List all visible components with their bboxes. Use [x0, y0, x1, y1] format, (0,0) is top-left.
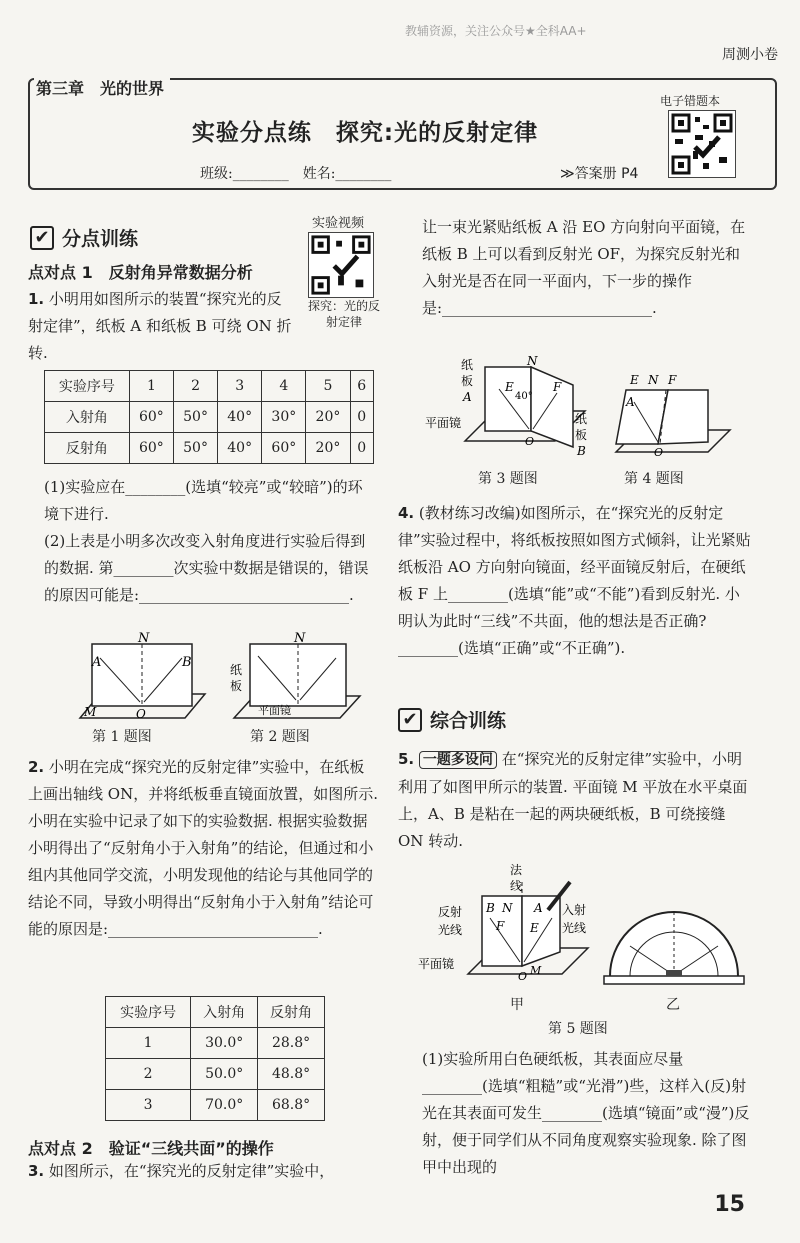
- figure-1-diagram: [70, 630, 210, 725]
- figure-4-caption: 第 4 题图: [624, 471, 684, 487]
- svg-text:O: O: [525, 435, 535, 448]
- table-2-cell: 2: [106, 1059, 191, 1090]
- svg-text:N: N: [527, 355, 538, 368]
- figure-5-yi-protractor: [600, 890, 750, 990]
- question-5: 5. 一题多设问 在“探究光的反射定律”实验中，小明利用了如图甲所示的装置. 平面镜 M 平放在水平桌面上，A、B 是粘在一起的两块硬纸板，B 可绕接缝 ON 转动.: [398, 750, 748, 850]
- table-1-cell: 1: [129, 371, 173, 402]
- question-4: 4. (教材练习改编)如图所示，在“探究光的反射定律”实验过程中，将纸板按照如图方式倾斜，让光紧贴纸板沿 AO 方向射向镜面，经平面镜反射后，在硬纸板 F 上________(选填“能”或“不能”)看到反射光. 小明认为此时“三线”不共面，他的想法是否正确?________(选填“正确”或“不正确”).: [398, 504, 751, 657]
- svg-text:N: N: [294, 631, 306, 646]
- svg-text:40°: 40°: [515, 391, 533, 402]
- table-1-cell: 3: [218, 371, 262, 402]
- svg-text:O: O: [518, 970, 528, 983]
- point-2-heading: 点对点 2 验证“三线共面”的操作: [28, 1139, 274, 1158]
- svg-text:板: 板: [575, 428, 588, 442]
- section-point-training: ✔ 分点训练: [30, 224, 138, 251]
- table-1-cell: 50°: [173, 433, 217, 464]
- data-table-1: [44, 370, 374, 464]
- svg-text:反射: 反射: [438, 905, 463, 919]
- svg-text:N: N: [502, 901, 513, 915]
- table-1-cell: 40°: [218, 402, 262, 433]
- table-1-cell: 5: [306, 371, 350, 402]
- table-2-cell: 实验序号: [106, 997, 191, 1028]
- table-2-row: [106, 1059, 325, 1090]
- table-1-cell: 0: [350, 433, 373, 464]
- point-1-heading: 点对点 1 反射角异常数据分析: [28, 263, 253, 282]
- table-2-cell: 68.8°: [258, 1090, 325, 1121]
- series-label: 周测小卷: [722, 47, 778, 63]
- table-2-cell: 50.0°: [191, 1059, 258, 1090]
- svg-text:平面镜: 平面镜: [425, 416, 462, 430]
- svg-text:A: A: [534, 901, 543, 915]
- table-2-cell: 反射角: [258, 997, 325, 1028]
- video-label: 实验视频: [312, 216, 365, 231]
- table-1-cell: 30°: [262, 402, 306, 433]
- svg-text:F: F: [668, 373, 677, 387]
- svg-text:光线: 光线: [438, 923, 463, 937]
- table-1-cell: 50°: [173, 402, 217, 433]
- checkbox-icon: ✔: [30, 226, 54, 250]
- table-2-row: [106, 1028, 325, 1059]
- table-2-cell: 3: [106, 1090, 191, 1121]
- table-2-cell: 30.0°: [191, 1028, 258, 1059]
- svg-text:光线: 光线: [562, 921, 587, 935]
- figure-5-yi-label: 乙: [666, 997, 680, 1013]
- figure-3-diagram: [425, 355, 600, 467]
- svg-text:板: 板: [461, 374, 474, 388]
- class-name-line: 班级:________ 姓名:________: [200, 166, 392, 182]
- svg-text:A: A: [92, 655, 102, 670]
- svg-text:E: E: [505, 380, 514, 394]
- table-1-cell: 4: [262, 371, 306, 402]
- multi-question-tag: 一题多设问: [419, 751, 497, 769]
- figure-5-jia-diagram: [418, 862, 598, 992]
- svg-text:F: F: [553, 380, 562, 394]
- table-1-cell: 0: [350, 402, 373, 433]
- figure-5-caption: 第 5 题图: [548, 1021, 608, 1037]
- svg-text:纸: 纸: [575, 412, 588, 426]
- error-book-label: 电子错题本: [660, 94, 721, 108]
- svg-text:平面镜: 平面镜: [418, 957, 455, 971]
- table-1-cell: 入射角: [45, 402, 130, 433]
- question-5-part-1: (1)实验所用白色硬纸板，其表面应尽量________(选填“粗糙”或“光滑”)些，这样入(反)射光在其表面可发生________(选填“镜面”或“漫”)反射，便于同学们从不同角度观察实验现象. 除了图甲中出现的: [422, 1050, 750, 1176]
- question-1: 1. 小明用如图所示的装置“探究光的反射定律”，纸板 A 和纸板 B 可绕 ON 折转.: [28, 290, 292, 362]
- svg-text:M: M: [530, 964, 542, 977]
- svg-text:平面镜: 平面镜: [258, 704, 291, 717]
- svg-text:纸: 纸: [230, 663, 243, 677]
- table-1-cell: 60°: [262, 433, 306, 464]
- table-1-cell: 20°: [306, 402, 350, 433]
- table-1-cell: 实验序号: [45, 371, 130, 402]
- table-2-cell: 1: [106, 1028, 191, 1059]
- table-1-cell: 60°: [129, 402, 173, 433]
- table-2-cell: 48.8°: [258, 1059, 325, 1090]
- qr-code-icon[interactable]: [668, 110, 736, 178]
- page-number: 15: [714, 1192, 745, 1217]
- table-2-cell: 入射角: [191, 997, 258, 1028]
- table-2-row: [106, 997, 325, 1028]
- svg-text:A: A: [463, 390, 472, 404]
- svg-text:N: N: [138, 631, 150, 646]
- data-table-2: [105, 996, 325, 1121]
- table-1-cell: 反射角: [45, 433, 130, 464]
- svg-text:M: M: [84, 705, 97, 719]
- svg-text:法: 法: [510, 863, 523, 877]
- table-1-row: [45, 371, 374, 402]
- figure-2-diagram: [228, 630, 368, 725]
- svg-text:N: N: [648, 373, 659, 387]
- table-1-cell: 60°: [129, 433, 173, 464]
- question-3-continued: 让一束光紧贴纸板 A 沿 EO 方向射向平面镜，在纸板 B 上可以看到反射光 OF，为探究反射光和入射光是否在同一平面内，下一步的操作是:____________________________.: [422, 218, 746, 317]
- svg-text:A: A: [626, 395, 635, 409]
- svg-text:入射: 入射: [562, 903, 587, 917]
- checkbox-icon: ✔: [398, 708, 422, 732]
- table-1-row: [45, 402, 374, 433]
- table-2-cell: 70.0°: [191, 1090, 258, 1121]
- svg-text:纸: 纸: [461, 358, 474, 372]
- question-2: 2. 小明在完成“探究光的反射定律”实验中，在纸板上画出轴线 ON，并将纸板垂直镜面放置，如图所示. 小明在实验中记录了如下的实验数据. 根据实验数据小明得出了“反射角小于入射角”的结论，但通过和小组内其他同学交流，小明发现他的结论与其他同学的结论不同，导致小明得出“反射角小于入射角”结论可能的原因是:____________________________.: [28, 758, 378, 938]
- table-1-cell: 40°: [218, 433, 262, 464]
- section-comprehensive-training: ✔ 综合训练: [398, 706, 506, 733]
- svg-text:O: O: [654, 446, 664, 459]
- figure-1-caption: 第 1 题图: [92, 729, 152, 745]
- answer-reference: ≫答案册 P4: [560, 166, 639, 182]
- svg-text:板: 板: [230, 679, 243, 693]
- table-2-cell: 28.8°: [258, 1028, 325, 1059]
- svg-text:B: B: [182, 655, 192, 670]
- svg-text:O: O: [136, 707, 146, 721]
- figure-2-caption: 第 2 题图: [250, 729, 310, 745]
- svg-text:E: E: [530, 921, 539, 935]
- table-1-row: [45, 433, 374, 464]
- table-1-cell: 20°: [306, 433, 350, 464]
- svg-text:F: F: [496, 919, 505, 933]
- table-1-cell: 2: [173, 371, 217, 402]
- watermark-text: 教辅资源，关注公众号★全科AA+: [405, 24, 587, 38]
- video-caption: 探究：光的反射定律: [307, 299, 380, 329]
- question-3: 3. 如图所示，在“探究光的反射定律”实验中，: [28, 1162, 335, 1180]
- figure-4-diagram: [612, 372, 732, 467]
- figure-3-caption: 第 3 题图: [478, 471, 538, 487]
- table-1-cell: 6: [350, 371, 373, 402]
- svg-text:E: E: [630, 373, 639, 387]
- figure-5-jia-label: 甲: [510, 997, 524, 1013]
- svg-text:线: 线: [510, 879, 523, 893]
- page-title: 实验分点练 探究:光的反射定律: [191, 120, 539, 146]
- chapter-title: 第三章 光的世界: [34, 76, 170, 99]
- question-1-part-1: (1)实验应在________(选填“较亮”或“较暗”)的环境下进行.: [44, 478, 363, 523]
- svg-text:B: B: [486, 901, 495, 915]
- table-2-row: [106, 1090, 325, 1121]
- video-qr-code-icon[interactable]: [308, 232, 374, 298]
- svg-text:B: B: [577, 444, 586, 458]
- question-1-part-2: (2)上表是小明多次改变入射角度进行实验后得到的数据. 第________次实验中数据是错误的，错误的原因可能是:____________________________.: [44, 532, 369, 604]
